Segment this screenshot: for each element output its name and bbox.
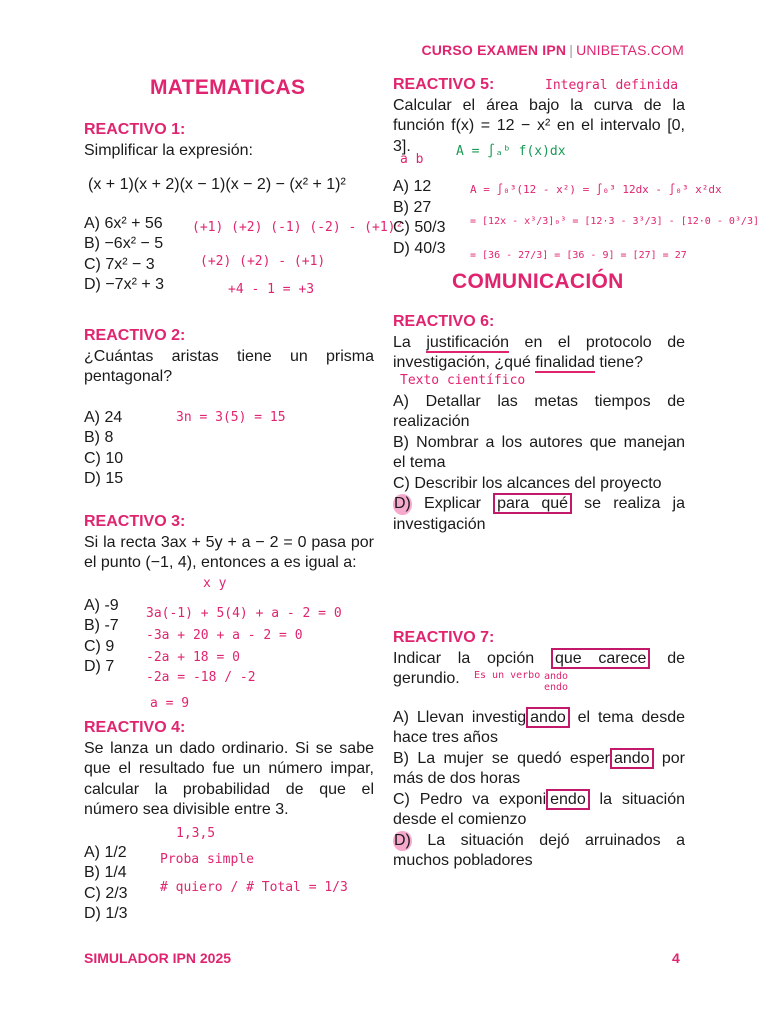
question-3-title: REACTIVO 3: bbox=[84, 513, 186, 530]
page-number: 4 bbox=[672, 950, 680, 966]
question-5-option-a[interactable]: A) 12 bbox=[393, 178, 432, 195]
question-3-option-a[interactable]: A) -9 bbox=[84, 596, 119, 614]
question-6-keyword-2: finalidad bbox=[535, 354, 595, 371]
question-3-option-b[interactable]: B) -7 bbox=[84, 617, 119, 634]
question-7-prompt-start: Indicar la opción bbox=[393, 649, 551, 667]
question-1-expression: (x + 1)(x + 2)(x − 1)(x − 2) − (x² + 1)² bbox=[88, 176, 346, 193]
question-1-option-d[interactable]: D) −7x² + 3 bbox=[84, 276, 165, 293]
question-6-title: REACTIVO 6: bbox=[393, 313, 495, 330]
question-1-title: REACTIVO 1: bbox=[84, 121, 186, 138]
question-4-option-d[interactable]: D) 1/3 bbox=[84, 905, 128, 922]
question-5-option-d[interactable]: D) 40/3 bbox=[393, 239, 446, 257]
question-2-option-a[interactable]: A) 24 bbox=[84, 408, 123, 426]
question-6-prompt-start: La bbox=[393, 333, 427, 351]
question-3-note-3: -2a + 18 = 0 bbox=[146, 650, 240, 665]
question-7-title: REACTIVO 7: bbox=[393, 629, 495, 646]
question-4-note-3: # quiero / # Total = 1/3 bbox=[160, 880, 348, 895]
question-4-option-b[interactable]: B) 1/4 bbox=[84, 864, 127, 881]
question-6-option-d-pre: Explicar bbox=[411, 495, 494, 512]
question-4-title: REACTIVO 4: bbox=[84, 719, 186, 736]
question-1-note-3: +4 - 1 = +3 bbox=[228, 282, 315, 297]
question-4-prompt: Se lanza un dado ordinario. Si se sabe que el resultado fue un número impar, calcular la probabilidad de que el número sea divisible entre 3. bbox=[84, 739, 374, 818]
question-3-xy: x y bbox=[203, 576, 227, 591]
question-7-prompt bbox=[393, 649, 685, 690]
question-2-option-d[interactable]: D) 15 bbox=[84, 470, 124, 487]
question-6-option-d-marker: D) bbox=[393, 494, 412, 515]
question-7-option-a-pre: A) Llevan investig bbox=[393, 708, 527, 726]
question-5-note-2: = [12x - x³/3]₀³ = [12·3 - 3³/3] - [12·0 - 0³/3] bbox=[470, 216, 759, 227]
question-7-note-2: ando endo bbox=[544, 671, 569, 693]
question-3-note-4: -2a = -18 / -2 bbox=[146, 670, 256, 685]
question-7-option-c-highlight: endo bbox=[546, 789, 590, 810]
header-separator: | bbox=[569, 42, 574, 58]
question-6-prompt bbox=[393, 333, 685, 374]
question-3-prompt: Si la recta 3ax + 5y + a − 2 = 0 pasa por el punto (−1, 4), entonces a es igual a: bbox=[84, 533, 374, 571]
question-6-option-d[interactable] bbox=[393, 494, 685, 535]
question-7 bbox=[393, 628, 685, 872]
question-5-title: REACTIVO 5: bbox=[393, 76, 495, 93]
question-6-prompt-mid: en el protocolo de investigación, ¿qué bbox=[393, 333, 685, 371]
question-5-note-3: = [36 - 27/3] = [36 - 9] = [27] = 27 bbox=[470, 250, 687, 261]
question-5-prompt: Calcular el área bajo la curva de la función f(x) = 12 − x² en el intervalo [0, 3]. bbox=[393, 96, 685, 155]
question-6-option-a[interactable]: A) Detallar las metas tiempos de realización bbox=[393, 392, 685, 430]
question-3-option-c[interactable]: C) 9 bbox=[84, 637, 115, 655]
question-7-option-d-marker: D) bbox=[393, 831, 412, 852]
section-title-math: MATEMATICAS bbox=[150, 76, 306, 99]
question-7-option-b-pre: B) La mujer se quedó esper bbox=[393, 749, 610, 767]
question-1 bbox=[84, 120, 374, 296]
question-3-note-1: 3a(-1) + 5(4) + a - 2 = 0 bbox=[146, 606, 342, 621]
question-3-option-d[interactable]: D) 7 bbox=[84, 658, 115, 675]
question-7-option-a-highlight: ando bbox=[526, 707, 570, 728]
brand: CURSO EXAMEN IPN bbox=[421, 42, 567, 58]
question-7-option-c-pre: C) Pedro va exponi bbox=[393, 790, 547, 808]
question-2-option-c[interactable]: C) 10 bbox=[84, 449, 124, 467]
question-1-prompt: Simplificar la expresión: bbox=[84, 141, 253, 159]
question-5-ab: a b bbox=[400, 152, 424, 167]
question-5-option-c[interactable]: C) 50/3 bbox=[393, 219, 446, 236]
section-title-comm: COMUNICACIÓN bbox=[452, 270, 624, 293]
question-6-option-b[interactable]: B) Nombrar a los autores que manejan el tema bbox=[393, 433, 685, 471]
question-3-note-5: a = 9 bbox=[150, 696, 190, 711]
question-2-title: REACTIVO 2: bbox=[84, 327, 186, 344]
question-2 bbox=[84, 326, 374, 490]
question-7-option-d[interactable] bbox=[393, 831, 685, 872]
question-7-option-b[interactable] bbox=[393, 749, 685, 790]
question-7-prompt-end: de gerundio. bbox=[393, 649, 686, 687]
question-7-option-c-post: la situación desde el comienzo bbox=[393, 790, 685, 828]
question-7-option-a-post: el tema desde hace tres años bbox=[393, 708, 685, 746]
question-1-note-1: (+1) (+2) (-1) (-2) - (+1)² bbox=[192, 220, 404, 235]
question-5-option-b[interactable]: B) 27 bbox=[393, 198, 432, 216]
question-6-note: Texto científico bbox=[400, 373, 526, 388]
question-2-note: 3n = 3(5) = 15 bbox=[176, 410, 286, 425]
question-7-keyword: que carece bbox=[551, 648, 651, 669]
question-1-option-a[interactable]: A) 6x² + 56 bbox=[84, 214, 163, 232]
question-6-prompt-end: tiene? bbox=[594, 354, 643, 371]
question-2-option-b[interactable]: B) 8 bbox=[84, 429, 114, 446]
question-4-option-c[interactable]: C) 2/3 bbox=[84, 884, 128, 902]
question-5-label: Integral definida bbox=[545, 78, 679, 93]
question-7-option-b-highlight: ando bbox=[610, 748, 654, 769]
question-5-note-1: A = ∫₀³(12 - x²) = ∫₀³ 12dx - ∫₀³ x²dx bbox=[470, 183, 722, 196]
question-1-option-c[interactable]: C) 7x² − 3 bbox=[84, 255, 155, 273]
question-1-option-b[interactable]: B) −6x² − 5 bbox=[84, 235, 164, 252]
question-4-note-2: Proba simple bbox=[160, 852, 254, 867]
page-header bbox=[421, 42, 684, 58]
question-7-option-a[interactable] bbox=[393, 708, 685, 749]
question-6-option-d-highlight: para qué bbox=[493, 493, 572, 514]
question-6-keyword-1: justificación bbox=[426, 333, 510, 351]
question-6-option-c[interactable]: C) Describir los alcances del proyecto bbox=[393, 474, 662, 492]
question-5-formula: A = ∫ₐᵇ f(x)dx bbox=[456, 144, 566, 159]
question-4-note-1: 1,3,5 bbox=[176, 826, 216, 841]
question-7-option-b-post: por más de dos horas bbox=[393, 749, 685, 787]
question-7-note-1: Es un verbo bbox=[474, 670, 541, 681]
question-2-prompt: ¿Cuántas aristas tiene un prisma pentagonal? bbox=[84, 347, 374, 385]
question-6 bbox=[393, 312, 685, 535]
question-4-option-a[interactable]: A) 1/2 bbox=[84, 843, 127, 861]
question-1-note-2: (+2) (+2) - (+1) bbox=[200, 254, 326, 269]
question-6-option-d-post: se realiza ja investigación bbox=[393, 495, 685, 533]
question-3-note-2: -3a + 20 + a - 2 = 0 bbox=[146, 628, 303, 643]
question-5 bbox=[393, 75, 685, 259]
site-name: UNIBETAS.COM bbox=[576, 42, 684, 58]
question-7-option-c[interactable] bbox=[393, 790, 685, 831]
footer-title: SIMULADOR IPN 2025 bbox=[84, 950, 232, 966]
question-7-option-d-text: La situación dejó arruinados a muchos pobladores bbox=[393, 831, 685, 869]
